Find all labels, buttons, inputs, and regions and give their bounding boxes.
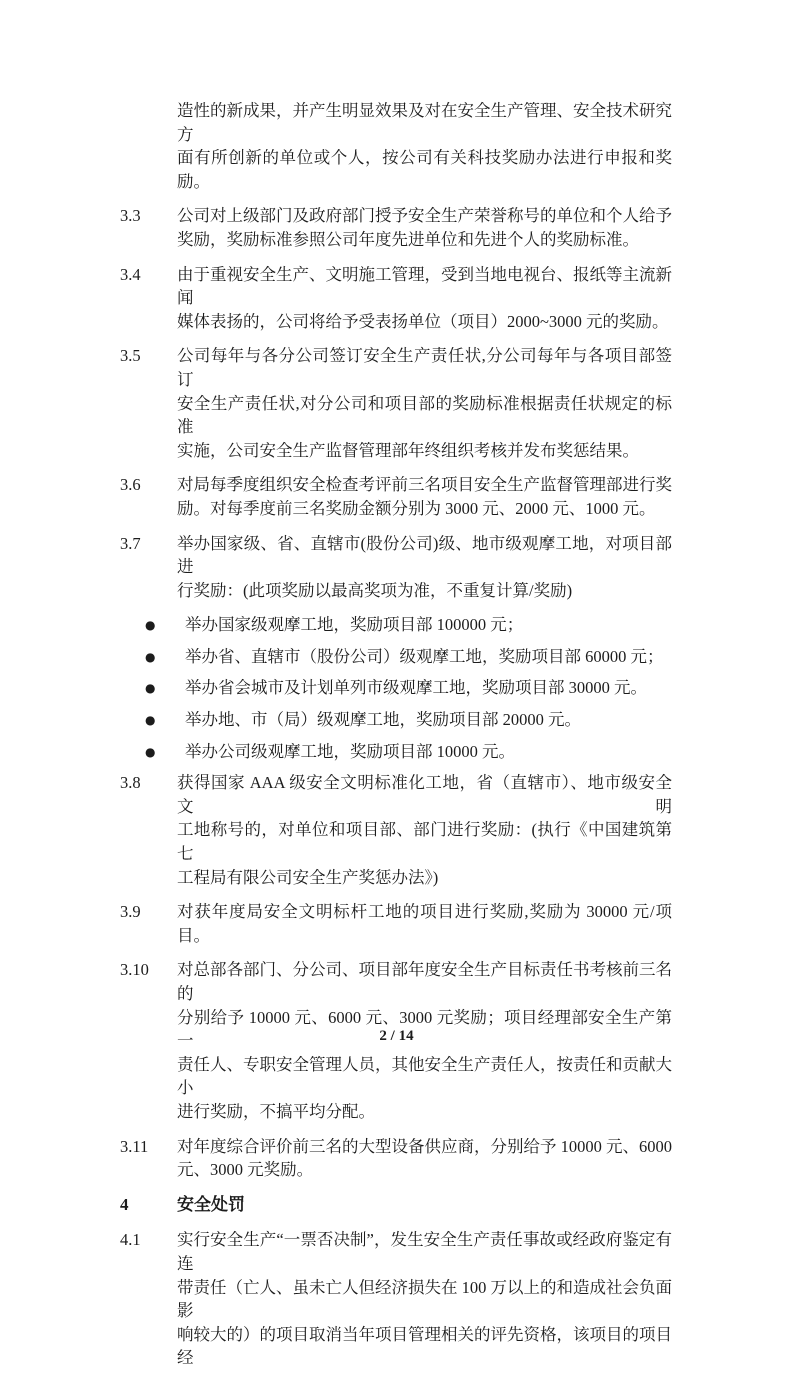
paragraph-line: 公司每年与各分公司签订安全生产责任状,分公司每年与各项目部签订 <box>177 346 672 389</box>
bullet-item <box>120 740 672 764</box>
paragraph-line: 工地称号的，对单位和项目部、部门进行奖励：(执行《中国建筑第七 <box>177 820 672 864</box>
paragraph-line: 媒体表扬的，公司将给予受表扬单位（项目）2000~3000 元的奖励。 <box>177 311 669 331</box>
section-3-3 <box>120 204 672 251</box>
bullet-icon: ● <box>145 618 156 633</box>
bullet-icon: ● <box>145 681 156 696</box>
paragraph-line: 工程局有限公司安全生产奖惩办法》) <box>177 867 439 887</box>
paragraph-line: 实施，公司安全生产监督管理部年终组织考核并发布奖惩结果。 <box>177 440 639 460</box>
section-number: 4 <box>120 1194 129 1214</box>
section-number: 3.5 <box>120 346 141 366</box>
paragraph-line: 对总部各部门、分公司、项目部年度安全生产目标责任书考核前三名的 <box>177 960 672 1003</box>
bullet-item <box>120 676 672 700</box>
bullet-icon: ● <box>145 713 156 728</box>
paragraph-line: 由于重视安全生产、文明施工管理，受到当地电视台、报纸等主流新闻 <box>177 264 672 308</box>
bullet-item <box>120 645 672 669</box>
section-number: 3.3 <box>120 206 141 226</box>
paragraph-line: 责任人、专职安全管理人员，其他安全生产责任人，按责任和贡献大小 <box>177 1054 672 1098</box>
paragraph-line: 进行奖励，不搞平均分配。 <box>177 1101 375 1121</box>
section-number: 3.8 <box>120 773 141 793</box>
page-number: 2 / 14 <box>379 1028 414 1044</box>
section-number: 3.4 <box>120 264 141 284</box>
section-number: 3.7 <box>120 533 141 553</box>
section-number: 3.10 <box>120 960 149 980</box>
section-3-8 <box>120 771 672 889</box>
paragraph-line: 励。对每季度前三名奖励金额分别为 3000 元、2000 元、1000 元。 <box>177 498 656 518</box>
paragraph-line: 造性的新成果，并产生明显效果及对在安全生产管理、安全技术研究方 <box>177 101 672 144</box>
paragraph-line: 分别给予 10000 元、6000 元、3000 元奖励；项目经理部安全生产第一 <box>177 1007 672 1051</box>
bullet-text: 举办省会城市及计划单列市级观摩工地，奖励项目部 30000 元。 <box>185 678 647 698</box>
bullet-text: 举办国家级观摩工地，奖励项目部 100000 元； <box>185 615 524 635</box>
section-3-6 <box>120 473 672 520</box>
paragraph-line: 对获年度局安全文明标杆工地的项目进行奖励,奖励为 30000 元/项目。 <box>177 902 672 945</box>
paragraph-line: 安全生产责任状,对分公司和项目部的奖励标准根据责任状规定的标准 <box>177 393 672 437</box>
document-content <box>120 99 672 1381</box>
paragraph-line: 带责任（亡人、虽未亡人但经济损失在 100 万以上的和造成社会负面影 <box>177 1277 672 1321</box>
section-4-1 <box>120 1228 672 1370</box>
bullet-item <box>120 613 672 637</box>
bullet-text: 举办省、直辖市（股份公司）级观摩工地，奖励项目部 60000 元； <box>185 646 664 666</box>
section-3-9 <box>120 900 672 947</box>
section-3-5 <box>120 344 672 462</box>
section-3-4 <box>120 263 672 334</box>
paragraph-line: 行奖励：(此项奖励以最高奖项为准，不重复计算/奖励) <box>177 580 573 600</box>
paragraph-line: 举办国家级、省、直辖市(股份公司)级、地市级观摩工地，对项目部进 <box>177 533 672 577</box>
paragraph-line: 对局每季度组织安全检查考评前三名项目安全生产监督管理部进行奖 <box>177 475 672 495</box>
paragraph-line: 响较大的）的项目取消当年项目管理相关的评先资格，该项目的项目经 <box>177 1324 672 1368</box>
bullet-text: 举办地、市（局）级观摩工地，奖励项目部 20000 元。 <box>185 710 581 730</box>
paragraph-line: 奖励，奖励标准参照公司年度先进单位和先进个人的奖励标准。 <box>177 229 639 249</box>
bullet-icon: ● <box>145 649 156 664</box>
paragraph-line: 面有所创新的单位或个人，按公司有关科技奖励办法进行申报和奖励。 <box>177 148 672 191</box>
section-number: 3.6 <box>120 475 141 495</box>
bullet-icon: ● <box>145 744 156 759</box>
bullet-item <box>120 708 672 732</box>
bullet-text: 举办公司级观摩工地，奖励项目部 10000 元。 <box>185 741 515 761</box>
section-heading-4 <box>120 1193 672 1217</box>
section-number: 3.9 <box>120 902 141 922</box>
paragraph-line: 获得国家 AAA 级安全文明标准化工地，省（直辖市）、地市级安全文明 <box>177 773 672 816</box>
section-3-11 <box>120 1135 672 1182</box>
paragraph-continuation <box>120 99 672 193</box>
bullet-list <box>120 613 672 763</box>
paragraph-line: 对年度综合评价前三名的大型设备供应商，分别给予 10000 元、6000 <box>177 1136 672 1156</box>
section-number: 3.11 <box>120 1136 149 1156</box>
section-number: 4.1 <box>120 1230 141 1250</box>
paragraph-line: 元、3000 元奖励。 <box>177 1160 314 1180</box>
section-3-7 <box>120 532 672 603</box>
paragraph-line: 公司对上级部门及政府部门授予安全生产荣誉称号的单位和个人给予 <box>177 206 672 226</box>
paragraph-line: 实行安全生产“一票否决制”，发生安全生产责任事故或经政府鉴定有连 <box>177 1230 672 1273</box>
section-heading-title: 安全处罚 <box>177 1194 245 1214</box>
